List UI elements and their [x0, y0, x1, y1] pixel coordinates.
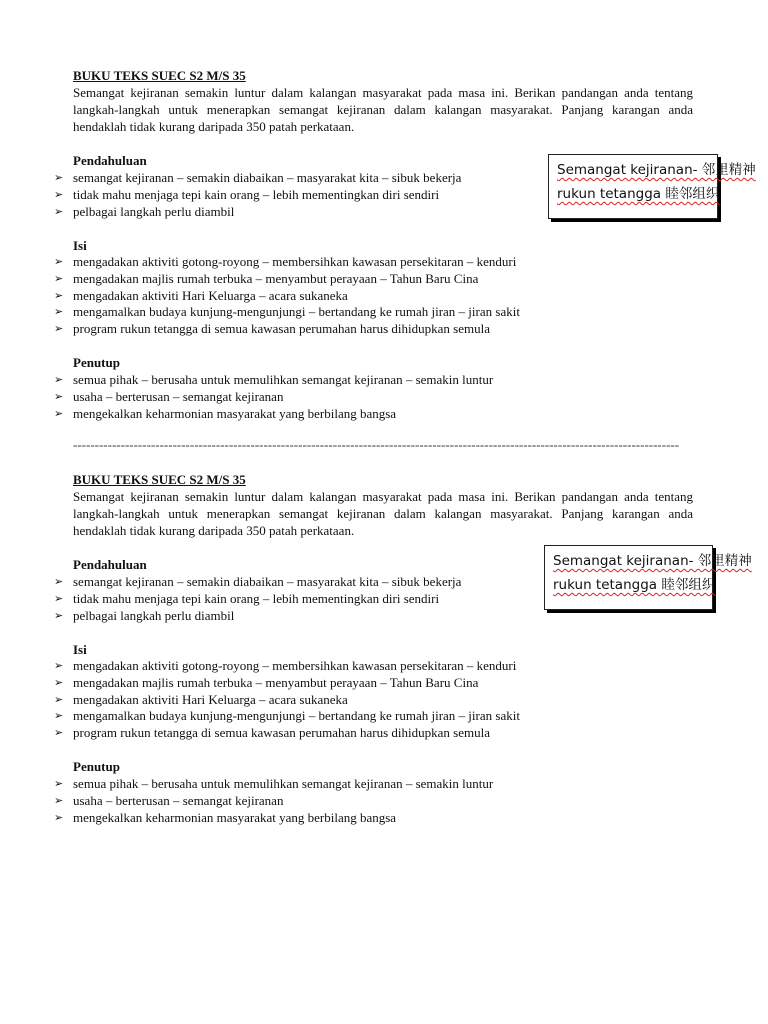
arrowhead-bullet-icon: ➢ — [54, 288, 64, 302]
arrowhead-bullet-icon: ➢ — [54, 692, 64, 706]
document-title: BUKU TEKS SUEC S2 M/S 35 — [73, 472, 246, 487]
list-item — [54, 675, 520, 692]
arrowhead-bullet-icon: ➢ — [54, 322, 64, 336]
list-item — [54, 810, 493, 827]
point-text: tidak mahu menjaga tepi kain orang – lebih mementingkan diri sendiri — [73, 590, 440, 606]
point-text: pelbagai langkah perlu diambil — [73, 203, 235, 219]
list-item — [54, 204, 461, 221]
essay-question: Semangat kejiranan semakin luntur dalam kalangan masyarakat pada masa ini. Berikan pandangan anda tentang langkah-langkah untuk menerapkan semangat kejiranan dalam kalangan masyarakat. Panjang karangan anda hendaklah tidak kurang daripada 350 patah perkataan. — [73, 85, 693, 134]
list-item — [54, 776, 493, 793]
note-line-1: Semangat kejiranan- 邻里精神 — [557, 162, 756, 178]
arrowhead-bullet-icon: ➢ — [54, 709, 64, 723]
point-text: mengadakan majlis rumah terbuka – menyambut perayaan – Tahun Baru Cina — [73, 270, 479, 286]
document-title: BUKU TEKS SUEC S2 M/S 35 — [73, 68, 246, 83]
body-heading: Isi — [73, 642, 87, 657]
arrowhead-bullet-icon: ➢ — [54, 810, 64, 824]
note-line-2: rukun tetangga 睦邻组织 — [553, 577, 716, 593]
point-text: usaha – berterusan – semangat kejiranan — [73, 388, 284, 404]
list-item — [54, 793, 493, 810]
arrowhead-bullet-icon: ➢ — [54, 204, 64, 218]
list-item — [54, 288, 520, 305]
arrowhead-bullet-icon: ➢ — [54, 675, 64, 689]
arrowhead-bullet-icon: ➢ — [54, 255, 64, 268]
arrowhead-bullet-icon: ➢ — [54, 726, 64, 740]
arrowhead-bullet-icon: ➢ — [54, 271, 64, 285]
point-text: mengadakan aktiviti Hari Keluarga – acara sukaneka — [73, 287, 348, 303]
close-heading: Penutup — [73, 355, 120, 370]
point-text: mengadakan aktiviti gotong-royong – membersihkan kawasan persekitaran – kenduri — [73, 254, 517, 269]
point-text: semua pihak – berusaha untuk memulihkan semangat kejiranan – semakin luntur — [73, 776, 494, 791]
body-heading: Isi — [73, 238, 87, 253]
close-points — [54, 776, 493, 826]
intro-points — [54, 170, 461, 220]
list-item — [54, 271, 520, 288]
arrowhead-bullet-icon: ➢ — [54, 305, 64, 319]
point-text: mengamalkan budaya kunjung-mengunjungi – bertandang ke rumah jiran – jiran sakit — [73, 304, 520, 320]
list-item — [54, 321, 520, 338]
list-item — [54, 708, 520, 725]
intro-heading: Pendahuluan — [73, 153, 147, 168]
list-item — [54, 372, 493, 389]
list-item — [54, 608, 461, 625]
intro-points — [54, 574, 461, 624]
note-line-2: rukun tetangga 睦邻组织 — [557, 186, 720, 202]
intro-heading: Pendahuluan — [73, 557, 147, 572]
close-heading: Penutup — [73, 759, 120, 774]
list-item — [54, 254, 520, 271]
arrowhead-bullet-icon: ➢ — [54, 389, 64, 403]
point-text: mengekalkan keharmonian masyarakat yang berbilang bangsa — [73, 405, 397, 421]
arrowhead-bullet-icon: ➢ — [54, 608, 64, 622]
vocabulary-note-box — [544, 545, 752, 610]
arrowhead-bullet-icon: ➢ — [54, 591, 64, 605]
list-item — [54, 574, 461, 591]
essay-question: Semangat kejiranan semakin luntur dalam kalangan masyarakat pada masa ini. Berikan pandangan anda tentang langkah-langkah untuk menerapkan semangat kejiranan dalam kalangan masyarakat. Panjang karangan anda hendaklah tidak kurang daripada 350 patah perkataan. — [73, 489, 693, 538]
point-text: program rukun tetangga di semua kawasan perumahan harus dihidupkan semula — [73, 321, 490, 337]
point-text: mengadakan aktiviti gotong-royong – membersihkan kawasan persekitaran – kenduri — [73, 658, 517, 673]
list-item — [54, 725, 520, 742]
list-item — [54, 304, 520, 321]
point-text: tidak mahu menjaga tepi kain orang – lebih mementingkan diri sendiri — [73, 186, 440, 202]
point-text: pelbagai langkah perlu diambil — [73, 607, 235, 623]
close-points — [54, 372, 493, 422]
list-item — [54, 187, 461, 204]
point-text: mengamalkan budaya kunjung-mengunjungi – bertandang ke rumah jiran – jiran sakit — [73, 708, 520, 724]
arrowhead-bullet-icon: ➢ — [54, 793, 64, 807]
list-item — [54, 692, 520, 709]
list-item — [54, 406, 493, 423]
arrowhead-bullet-icon: ➢ — [54, 187, 64, 201]
arrowhead-bullet-icon: ➢ — [54, 659, 64, 672]
arrowhead-bullet-icon: ➢ — [54, 171, 64, 184]
list-item — [54, 170, 461, 187]
point-text: mengadakan aktiviti Hari Keluarga – acara sukaneka — [73, 691, 348, 707]
note-line-1: Semangat kejiranan- 邻里精神 — [553, 553, 752, 569]
arrowhead-bullet-icon: ➢ — [54, 777, 64, 790]
point-text: semangat kejiranan – semakin diabaikan – masyarakat kita – sibuk bekerja — [73, 170, 462, 185]
arrowhead-bullet-icon: ➢ — [54, 406, 64, 420]
dashed-divider: -------------------------------------------------------------------------------------------------------------------------------------------- — [73, 437, 680, 452]
vocabulary-note-box — [548, 154, 756, 219]
list-item — [54, 389, 493, 406]
arrowhead-bullet-icon: ➢ — [54, 373, 64, 386]
body-points — [54, 658, 520, 742]
point-text: semua pihak – berusaha untuk memulihkan semangat kejiranan – semakin luntur — [73, 372, 494, 387]
point-text: program rukun tetangga di semua kawasan perumahan harus dihidupkan semula — [73, 725, 490, 741]
point-text: usaha – berterusan – semangat kejiranan — [73, 792, 284, 808]
point-text: semangat kejiranan – semakin diabaikan – masyarakat kita – sibuk bekerja — [73, 574, 462, 589]
list-item — [54, 658, 520, 675]
point-text: mengekalkan keharmonian masyarakat yang berbilang bangsa — [73, 809, 397, 825]
body-points — [54, 254, 520, 338]
point-text: mengadakan majlis rumah terbuka – menyambut perayaan – Tahun Baru Cina — [73, 674, 479, 690]
arrowhead-bullet-icon: ➢ — [54, 575, 64, 588]
list-item — [54, 591, 461, 608]
